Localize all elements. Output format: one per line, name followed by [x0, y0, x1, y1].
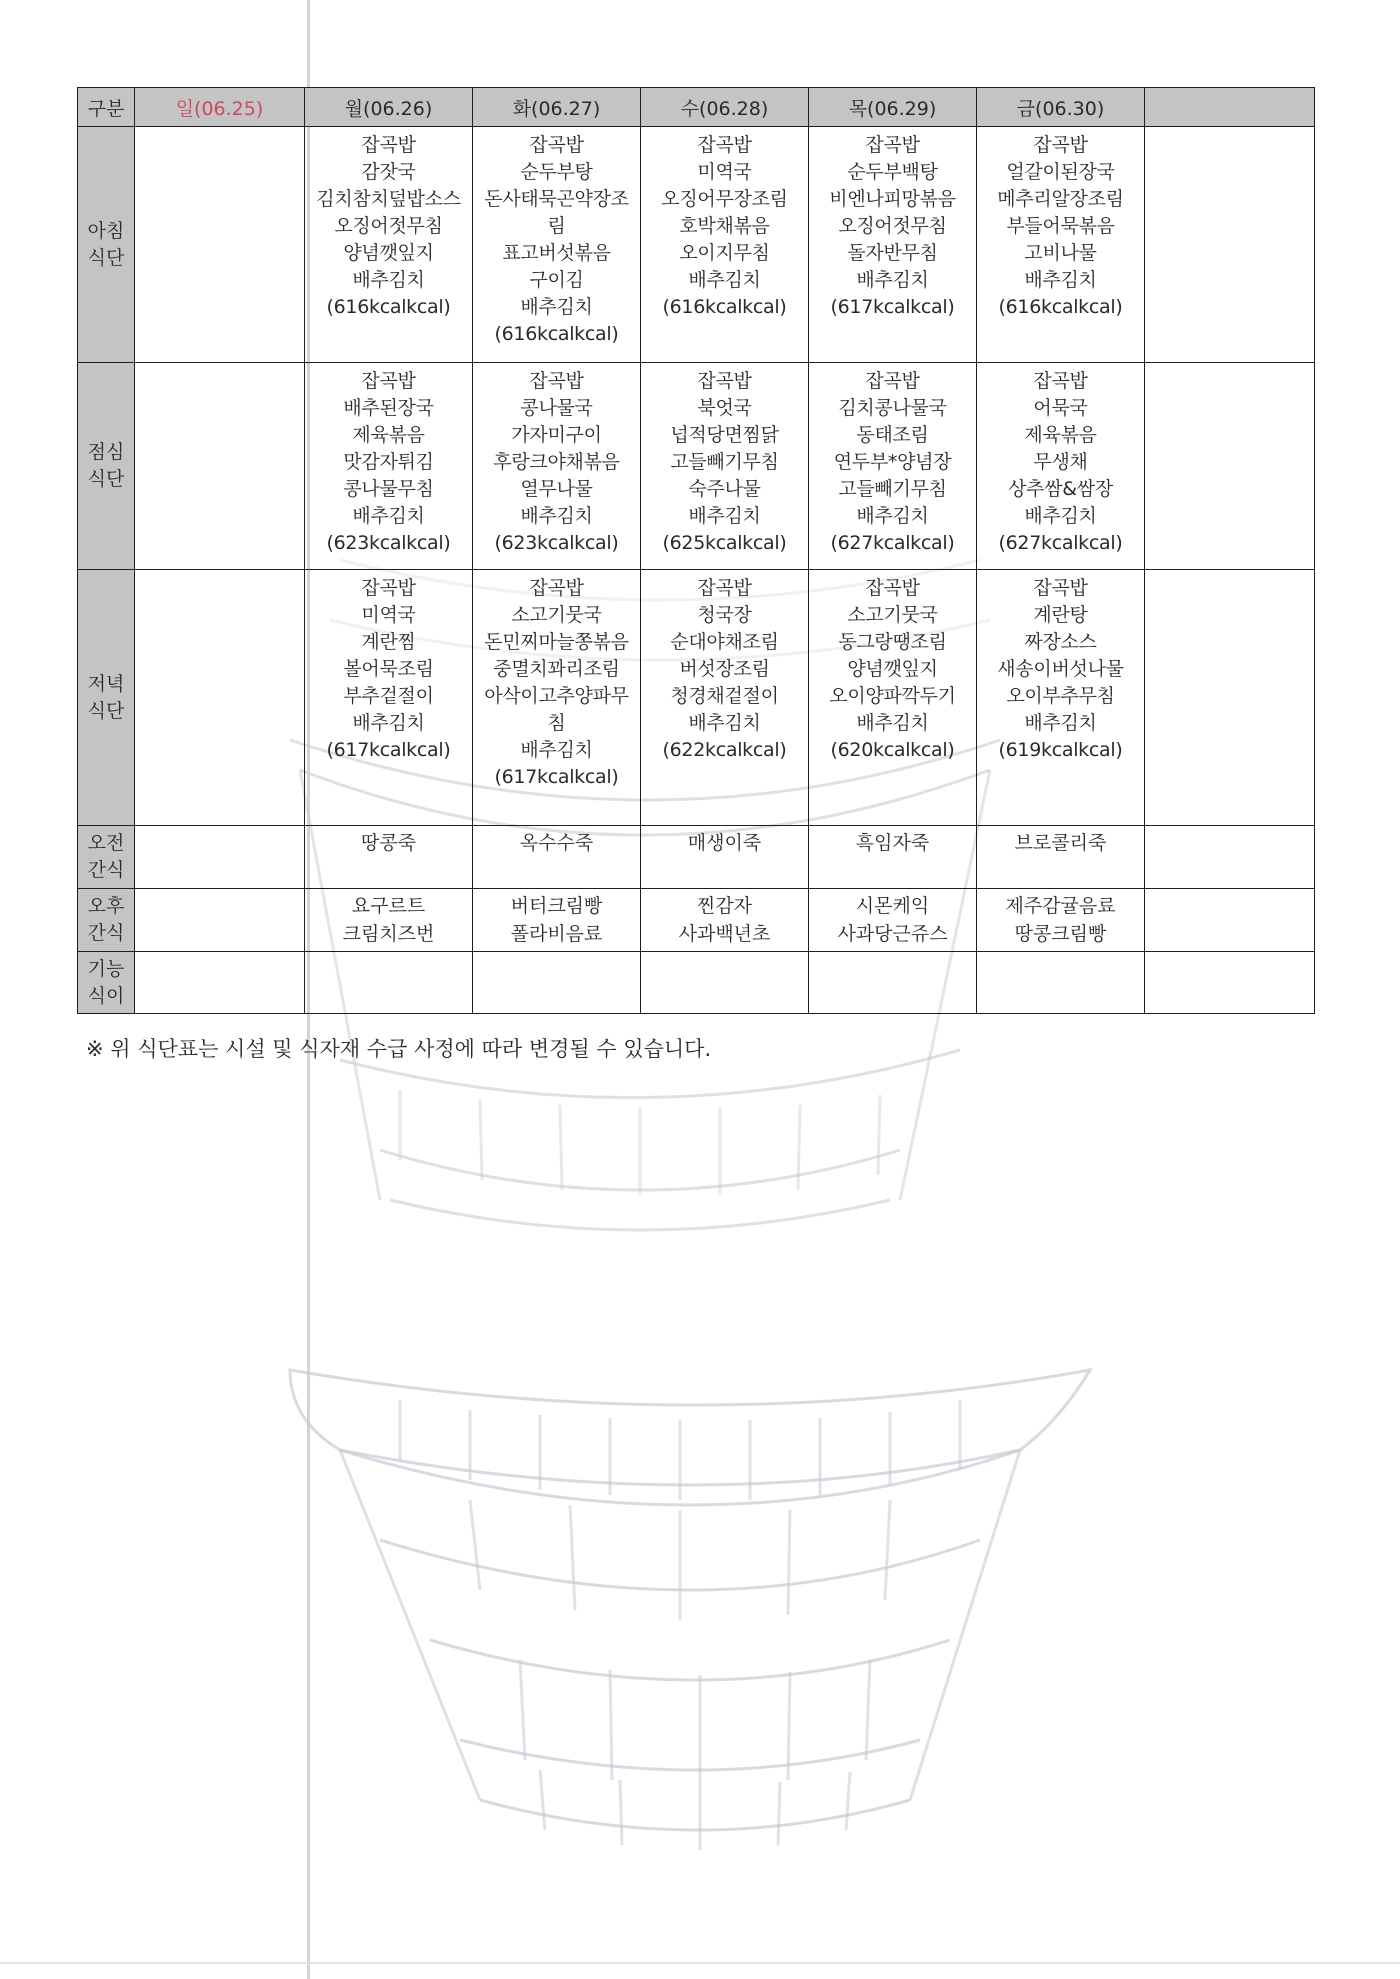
am_snack-cell-6 [1145, 826, 1315, 889]
dinner-cell-1 [305, 570, 473, 826]
menu-item: 김치참치덮밥소스 [316, 188, 461, 210]
menu-item: (617kcalkcal) [494, 766, 619, 788]
breakfast-row-label [78, 127, 135, 363]
menu-item: 땅콩죽 [360, 832, 417, 854]
menu-item: 콩나물무침 [343, 478, 434, 500]
menu-item: 버섯장조림 [679, 658, 770, 680]
menu-item: 김치콩나물국 [838, 397, 947, 419]
menu-item: 오이부추무침 [1006, 685, 1115, 707]
lunch-row [78, 363, 1315, 570]
menu-item: 미역국 [361, 604, 416, 626]
menu-item: 배추김치 [352, 505, 425, 527]
menu-item: 숙주나물 [688, 478, 761, 500]
day-header-fri: 금(06.30) [977, 88, 1145, 127]
menu-item: 잡곡밥 [865, 577, 920, 599]
lunch-cell-3 [641, 363, 809, 570]
pm_snack-cell-5 [977, 889, 1145, 952]
menu-item: (616kcalkcal) [662, 296, 787, 318]
day-header-thu: 목(06.29) [809, 88, 977, 127]
breakfast-row [78, 127, 1315, 363]
functional-cell-5 [977, 952, 1145, 1014]
functional-cell-0 [135, 952, 305, 1014]
menu-item: 오이양파깍두기 [829, 685, 956, 707]
am_snack-cell-2 [473, 826, 641, 889]
menu-item: 배추김치 [1024, 712, 1097, 734]
dinner-row [78, 570, 1315, 826]
menu-item: 양념깻잎지 [343, 242, 434, 264]
menu-item: 고들빼기무침 [670, 451, 779, 473]
lunch-cell-2 [473, 363, 641, 570]
menu-item: 호박채볶음 [679, 215, 770, 237]
am_snack-cell-3 [641, 826, 809, 889]
menu-item: 잡곡밥 [697, 134, 752, 156]
lunch-cell-5 [977, 363, 1145, 570]
menu-item: 배추김치 [688, 269, 761, 291]
menu-item: 소고기뭇국 [847, 604, 938, 626]
menu-item: 부추겉절이 [343, 685, 434, 707]
pm_snack-cell-1 [305, 889, 473, 952]
menu-item: 잡곡밥 [529, 134, 584, 156]
menu-item: 브로콜리죽 [1014, 832, 1107, 854]
menu-item: 순대야채조림 [670, 631, 779, 653]
menu-item: 배추김치 [352, 269, 425, 291]
menu-item: (617kcalkcal) [830, 296, 955, 318]
menu-item: 잡곡밥 [361, 370, 416, 392]
row-label-line: 기능 [87, 957, 125, 980]
am_snack-cell-4 [809, 826, 977, 889]
menu-item: 고들빼기무침 [838, 478, 947, 500]
day-header-mon: 월(06.26) [305, 88, 473, 127]
functional-cell-6 [1145, 952, 1315, 1014]
header-row [78, 88, 1315, 127]
functional-cell-3 [641, 952, 809, 1014]
menu-item: 배추김치 [1024, 505, 1097, 527]
breakfast-cell-0 [135, 127, 305, 363]
functional-cell-4 [809, 952, 977, 1014]
day-header-sun: 일(06.25) [135, 88, 305, 127]
menu-item: 잡곡밥 [529, 577, 584, 599]
row-label-line: 아침 [87, 219, 125, 242]
menu-item: 중멸치꽈리조림 [493, 658, 620, 680]
menu-item: 배추김치 [856, 505, 929, 527]
menu-item: 배추김치 [520, 296, 593, 318]
menu-item: 청국장 [697, 604, 752, 626]
lunch-cell-4 [809, 363, 977, 570]
menu-item: 잡곡밥 [865, 370, 920, 392]
menu-item: 땅콩크림빵 [1014, 923, 1107, 945]
lunch-cell-0 [135, 363, 305, 570]
menu-item: 흑임자죽 [855, 832, 930, 854]
menu-item: 배추김치 [352, 712, 425, 734]
menu-item: 구이김 [529, 269, 584, 291]
am_snack-row [78, 826, 1315, 889]
menu-item: 무생채 [1033, 451, 1088, 473]
menu-change-notice: ※ 위 식단표는 시설 및 식자재 수급 사정에 따라 변경될 수 있습니다. [86, 1037, 712, 1061]
menu-item: (620kcalkcal) [830, 739, 955, 761]
corner-label: 구분 [78, 88, 135, 127]
menu-item: 배추김치 [856, 712, 929, 734]
menu-item: (616kcalkcal) [494, 323, 619, 345]
pm_snack-cell-3 [641, 889, 809, 952]
menu-item: 잡곡밥 [529, 370, 584, 392]
menu-item: 찐감자 [696, 895, 753, 917]
row-label-line: 점심 [87, 441, 125, 463]
menu-item: 미역국 [697, 161, 752, 183]
menu-item: 요구르트 [351, 895, 426, 917]
menu-item: 배추김치 [1024, 269, 1097, 291]
menu-item: 부들어묵볶음 [1006, 215, 1115, 237]
menu-item: 맛감자튀김 [343, 451, 434, 473]
lunch-cell-6 [1145, 363, 1315, 570]
menu-item: 소고기뭇국 [511, 604, 602, 626]
menu-item: 계란찜 [361, 631, 416, 653]
menu-item: 상추쌈&쌈장 [1008, 478, 1113, 500]
menu-item: 동태조림 [856, 424, 929, 446]
row-label-line: 식단 [87, 699, 125, 722]
menu-item: 사과백년초 [678, 923, 771, 945]
row-label-line: 간식 [87, 859, 125, 881]
menu-item: 순두부백탕 [847, 161, 938, 183]
menu-item: 크림치즈번 [342, 923, 435, 945]
pm_snack-cell-0 [135, 889, 305, 952]
menu-item: 잡곡밥 [865, 134, 920, 156]
menu-item: (627kcalkcal) [998, 532, 1123, 554]
row-label-line: 오후 [87, 895, 125, 917]
breakfast-cell-5 [977, 127, 1145, 363]
menu-item: 아삭이고추양파무침 [484, 685, 629, 734]
dinner-cell-3 [641, 570, 809, 826]
menu-item: 배추김치 [688, 505, 761, 527]
menu-item: 돈민찌마늘쫑볶음 [484, 631, 629, 653]
pm_snack-cell-2 [473, 889, 641, 952]
menu-item: 감잣국 [361, 161, 416, 183]
day-header-blank [1145, 88, 1315, 127]
menu-item: 표고버섯볶음 [502, 242, 611, 264]
menu-item: 잡곡밥 [697, 577, 752, 599]
menu-item: (616kcalkcal) [998, 296, 1123, 318]
menu-item: 돌자반무침 [847, 242, 938, 264]
am_snack-cell-5 [977, 826, 1145, 889]
menu-item: 청경채겉절이 [670, 685, 779, 707]
menu-item: 배추김치 [688, 712, 761, 734]
functional-cell-2 [473, 952, 641, 1014]
pm_snack-row [78, 889, 1315, 952]
row-label-line: 저녁 [87, 672, 125, 695]
menu-item: 순두부탕 [520, 161, 593, 183]
breakfast-cell-4 [809, 127, 977, 363]
menu-item: 버터크림빵 [510, 895, 603, 917]
menu-item: (619kcalkcal) [998, 739, 1123, 761]
menu-item: 잡곡밥 [1033, 370, 1088, 392]
menu-item: 고비나물 [1024, 242, 1097, 264]
dinner-cell-2 [473, 570, 641, 826]
menu-item: 얼갈이된장국 [1006, 161, 1115, 183]
dinner-cell-6 [1145, 570, 1315, 826]
menu-item: 제육볶음 [1024, 424, 1097, 446]
menu-item: 잡곡밥 [361, 134, 416, 156]
menu-item: (623kcalkcal) [494, 532, 619, 554]
menu-item: (622kcalkcal) [662, 739, 787, 761]
menu-item: 폴라비음료 [510, 923, 603, 945]
menu-item: 콩나물국 [520, 397, 593, 419]
menu-item: 후랑크야채볶음 [493, 451, 620, 473]
dinner-row-label [78, 570, 135, 826]
lunch-row-label [78, 363, 135, 570]
menu-item: 동그랑땡조림 [838, 631, 947, 653]
row-label-line: 식단 [87, 246, 125, 269]
menu-item: 시몬케익 [855, 895, 930, 917]
menu-item: 사과당근쥬스 [837, 923, 948, 945]
menu-item: 잡곡밥 [1033, 577, 1088, 599]
weekly-menu-table [77, 87, 1315, 1014]
breakfast-cell-2 [473, 127, 641, 363]
menu-item: (625kcalkcal) [662, 532, 787, 554]
functional-row-label [78, 952, 135, 1014]
menu-item: 오징어젓무침 [838, 215, 947, 237]
breakfast-cell-6 [1145, 127, 1315, 363]
menu-item: 매생이죽 [687, 832, 762, 854]
row-label-line: 간식 [87, 922, 125, 944]
menu-item: 제주감귤음료 [1005, 895, 1116, 917]
breakfast-cell-3 [641, 127, 809, 363]
menu-item: 배추된장국 [343, 397, 434, 419]
menu-item: (623kcalkcal) [326, 532, 451, 554]
menu-item: 연두부*양념장 [833, 451, 952, 473]
menu-item: 비엔나피망볶음 [829, 188, 956, 210]
menu-item: 잡곡밥 [1033, 134, 1088, 156]
menu-item: 짜장소스 [1024, 631, 1097, 653]
menu-item: (616kcalkcal) [326, 296, 451, 318]
functional-cell-1 [305, 952, 473, 1014]
menu-item: 북엇국 [697, 397, 752, 419]
menu-item: 잡곡밥 [697, 370, 752, 392]
day-header-wed: 수(06.28) [641, 88, 809, 127]
menu-item: 오이지무침 [679, 242, 770, 264]
pm_snack-row-label [78, 889, 135, 952]
menu-item: 양념깻잎지 [847, 658, 938, 680]
menu-item: 메추리알장조림 [997, 188, 1124, 210]
pm_snack-cell-4 [809, 889, 977, 952]
menu-item: 볼어묵조림 [343, 658, 434, 680]
am_snack-row-label [78, 826, 135, 889]
dinner-cell-0 [135, 570, 305, 826]
dinner-cell-4 [809, 570, 977, 826]
pm_snack-cell-6 [1145, 889, 1315, 952]
menu-item: 배추김치 [856, 269, 929, 291]
menu-item: 배추김치 [520, 505, 593, 527]
functional-row [78, 952, 1315, 1014]
menu-item: 옥수수죽 [519, 832, 594, 854]
lunch-cell-1 [305, 363, 473, 570]
breakfast-cell-1 [305, 127, 473, 363]
am_snack-cell-0 [135, 826, 305, 889]
menu-item: 돈사태묵곤약장조림 [484, 188, 629, 237]
row-label-line: 오전 [87, 832, 125, 854]
menu-item: 배추김치 [520, 739, 593, 761]
menu-item: 넙적당면찜닭 [670, 424, 779, 446]
am_snack-cell-1 [305, 826, 473, 889]
menu-item: 가자미구이 [511, 424, 602, 446]
row-label-line: 식이 [87, 984, 125, 1007]
menu-item: 어묵국 [1033, 397, 1088, 419]
menu-item: 잡곡밥 [361, 577, 416, 599]
menu-item: (627kcalkcal) [830, 532, 955, 554]
menu-item: 새송이버섯나물 [997, 658, 1124, 680]
menu-item: 열무나물 [520, 478, 593, 500]
day-header-tue: 화(06.27) [473, 88, 641, 127]
menu-item: 제육볶음 [352, 424, 425, 446]
row-label-line: 식단 [87, 468, 125, 490]
menu-item: 오징어젓무침 [334, 215, 443, 237]
dinner-cell-5 [977, 570, 1145, 826]
menu-item: 계란탕 [1033, 604, 1088, 626]
menu-item: 오징어무장조림 [661, 188, 788, 210]
menu-item: (617kcalkcal) [326, 739, 451, 761]
